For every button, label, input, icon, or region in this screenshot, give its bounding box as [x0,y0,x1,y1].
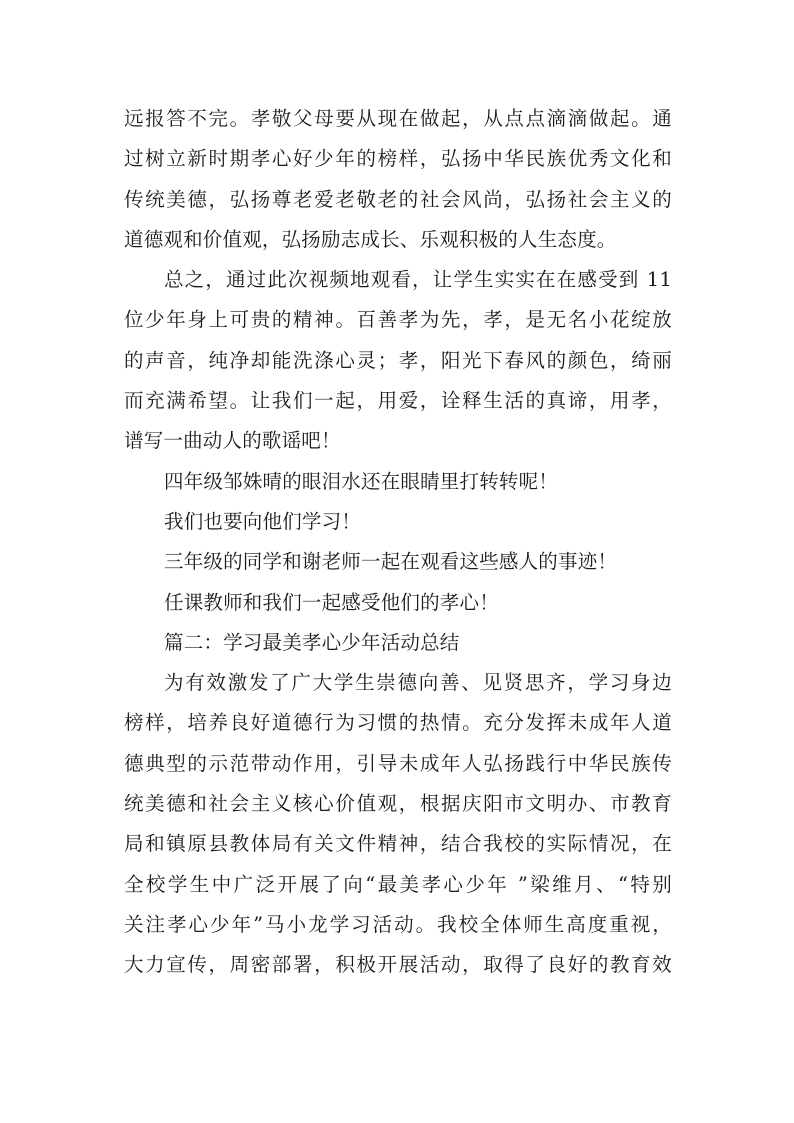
text-line: 全校学生中广泛开展了向“最美孝心少年 ”梁维月、“特别 [124,872,672,896]
text-line: 过树立新时期孝心好少年的榜样，弘扬中华民族优秀文化和 [124,147,672,171]
text-line: 的声音，纯净却能洗涤心灵；孝，阳光下春风的颜色，绮丽 [124,348,672,372]
section-heading: 篇二：学习最美孝心少年活动总结 [164,630,460,654]
photo-caption-line: 任课教师和我们一起感受他们的孝心！ [164,590,499,614]
paragraph-start-line: 总之，通过此次视频地观看，让学生实实在在感受到 11 [164,268,672,292]
text-line: 大力宣传，周密部署，积极开展活动，取得了良好的教育效 [124,953,672,977]
text-line: 远报答不完。孝敬父母要从现在做起，从点点滴滴做起。通 [124,107,672,130]
paragraph-start-line: 为有效激发了广大学生崇德向善、见贤思齐，学习身边 [164,671,672,695]
text-line: 统美德和社会主义核心价值观，根据庆阳市文明办、市教育 [124,792,672,816]
photo-caption-line: 三年级的同学和谢老师一起在观看这些感人的事迹！ [164,550,618,574]
photo-caption-line: 我们也要向他们学习！ [164,509,362,533]
text-line: 而充满希望。让我们一起，用爱，诠释生活的真谛，用孝， [124,389,672,413]
text-line: 榜样，培养良好道德行为习惯的热情。充分发挥未成年人道 [124,711,672,735]
text-line: 传统美德，弘扬尊老爱老敬老的社会风尚，弘扬社会主义的 [124,187,672,211]
text-line: 关注孝心少年”马小龙学习活动。我校全体师生高度重视， [124,912,672,936]
text-line: 局和镇原县教体局有关文件精神，结合我校的实际情况，在 [124,832,672,856]
photo-caption-line: 四年级邹姝晴的眼泪水还在眼睛里打转转呢！ [164,469,559,493]
text-line: 谱写一曲动人的歌谣吧！ [124,429,341,453]
text-line: 位少年身上可贵的精神。百善孝为先，孝，是无名小花绽放 [124,308,672,332]
text-line: 德典型的示范带动作用，引导未成年人弘扬践行中华民族传 [124,751,672,775]
text-line: 道德观和价值观，弘扬励志成长、乐观积极的人生态度。 [124,227,617,251]
document-body [124,99,672,986]
